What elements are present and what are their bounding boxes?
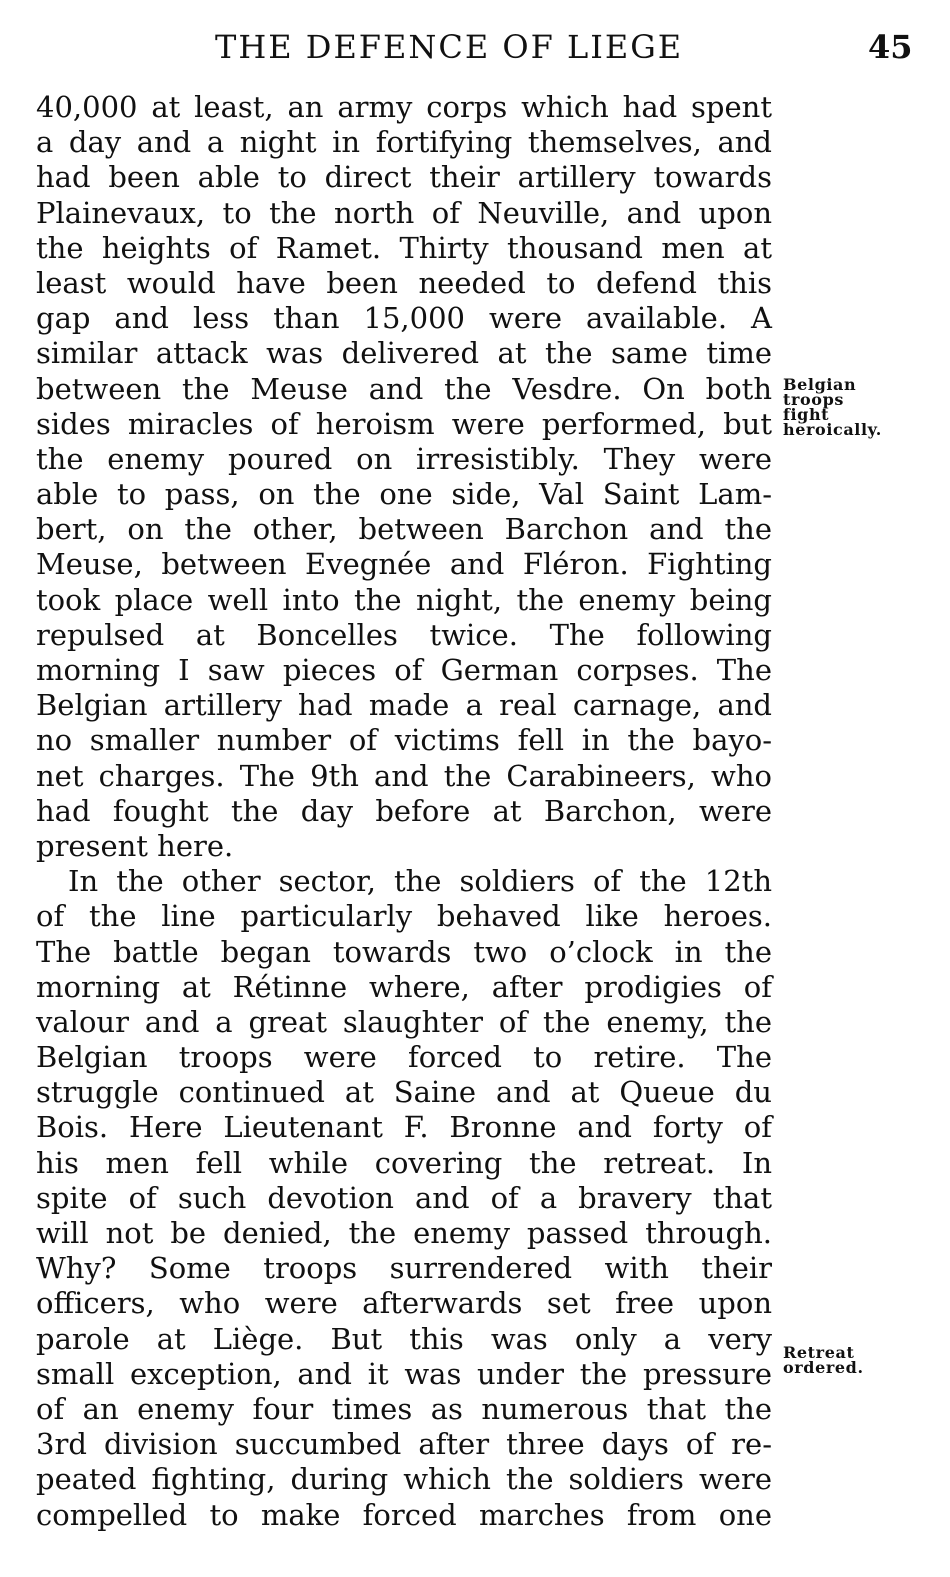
sidenote-line: fight <box>783 405 830 424</box>
text-line: gap and less than 15,000 were available. A <box>36 301 772 336</box>
paragraph-2 <box>36 864 772 1533</box>
sidenote-retreat-ordered <box>783 1345 864 1375</box>
text-line: no smaller number of victims fell in the bayo- <box>36 723 772 758</box>
text-line: bert, on the other, between Barchon and the <box>36 512 772 547</box>
text-line: peated fighting, during which the soldiers were <box>36 1462 772 1497</box>
body-text <box>36 90 772 1533</box>
sidenote-line: heroically. <box>783 420 882 439</box>
text-line: Plainevaux, to the north of Neuville, and upon <box>36 195 772 230</box>
paragraph-1 <box>36 90 772 864</box>
text-line: the heights of Ramet. Thirty thousand men at <box>36 230 772 265</box>
text-line: sides miracles of heroism were performed, but <box>36 406 772 441</box>
text-line: Meuse, between Evegnée and Fléron. Fighting <box>36 547 772 582</box>
text-line: Belgian artillery had made a real carnage, and <box>36 688 772 723</box>
sidenote-line: ordered. <box>783 1358 864 1377</box>
text-line: had fought the day before at Barchon, were <box>36 793 772 828</box>
running-title: THE DEFENCE OF LIEGE <box>215 28 684 66</box>
sidenote-line: troops <box>783 390 844 409</box>
text-line: small exception, and it was under the pressure <box>36 1356 772 1391</box>
page-number: 45 <box>868 28 913 66</box>
text-line: The battle began towards two o’clock in the <box>36 934 772 969</box>
sidenote-line: Belgian <box>783 375 857 394</box>
text-line: had been able to direct their artillery towards <box>36 160 772 195</box>
text-line: net charges. The 9th and the Carabineers, who <box>36 758 772 793</box>
text-line: officers, who were afterwards set free upon <box>36 1286 772 1321</box>
text-line: spite of such devotion and of a bravery that <box>36 1180 772 1215</box>
sidenote-belgian-troops <box>783 377 882 437</box>
text-line: his men fell while covering the retreat. In <box>36 1145 772 1180</box>
text-line: least would have been needed to defend this <box>36 265 772 300</box>
text-line: valour and a great slaughter of the enemy, the <box>36 1004 772 1039</box>
text-line: 3rd division succumbed after three days of re- <box>36 1427 772 1462</box>
text-line: 40,000 at least, an army corps which had spent <box>36 90 772 124</box>
text-line: In the other sector, the soldiers of the 12th <box>68 864 772 899</box>
text-line: will not be denied, the enemy passed through. <box>36 1216 772 1250</box>
text-line: struggle continued at Saine and at Queue du <box>36 1075 772 1110</box>
text-line: took place well into the night, the enemy being <box>36 582 772 617</box>
text-line: a day and a night in fortifying themselves, and <box>36 125 772 160</box>
text-line: Bois. Here Lieutenant F. Bronne and forty of <box>36 1110 772 1145</box>
text-line: Belgian troops were forced to retire. The <box>36 1040 772 1075</box>
sidenote-line: Retreat <box>783 1343 855 1362</box>
text-line: parole at Liège. But this was only a very <box>36 1321 772 1356</box>
text-line: the enemy poured on irresistibly. They were <box>36 441 772 476</box>
text-line: between the Meuse and the Vesdre. On both <box>36 371 772 406</box>
text-line: able to pass, on the one side, Val Saint Lam- <box>36 477 772 512</box>
text-line: of an enemy four times as numerous that the <box>36 1391 772 1426</box>
text-line: of the line particularly behaved like heroes. <box>36 899 772 934</box>
text-line: compelled to make forced marches from one <box>36 1497 772 1532</box>
text-line: morning I saw pieces of German corpses. The <box>36 653 772 687</box>
text-line: similar attack was delivered at the same time <box>36 336 772 371</box>
text-line: repulsed at Boncelles twice. The following <box>36 617 772 652</box>
text-line: Why? Some troops surrendered with their <box>36 1251 772 1286</box>
text-line: present here. <box>36 828 234 863</box>
text-line: morning at Rétinne where, after prodigies of <box>36 969 772 1004</box>
